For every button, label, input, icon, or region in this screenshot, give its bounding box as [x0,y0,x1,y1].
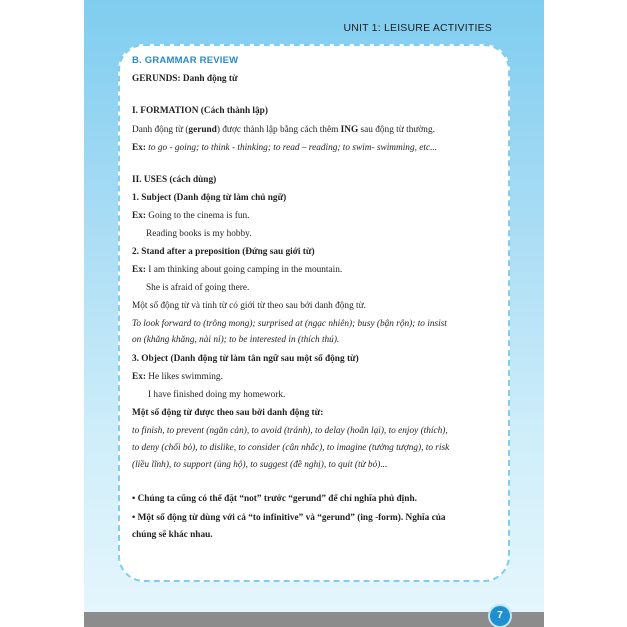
object-example-1 [132,370,504,384]
subject-example-1 [132,209,504,223]
object-example-1-text: He likes swimming. [145,372,223,382]
grammar-content [132,54,504,542]
note-negative: • Chúng ta cũng có thể đặt “not” trước “gerund” để chỉ nghĩa phủ định. [132,494,417,504]
note-infinitive-2: chúng sẽ khác nhau. [132,530,213,540]
preposition-example-1 [132,263,504,277]
formation-text-b: gerund [188,125,217,135]
verbs-heading: Một số động từ được theo sau bởi danh động từ: [132,408,324,418]
example-label: Ex: [132,143,146,153]
formation-text [132,123,504,137]
example-label: Ex: [132,265,146,275]
preposition-heading: 2. Stand after a preposition (Đứng sau giới từ) [132,247,315,257]
formation-text-c: ) được thành lập bằng cách thêm [216,125,341,135]
object-heading: 3. Object (Danh động từ làm tân ngữ sau một số động từ) [132,354,359,364]
example-label: Ex: [132,211,146,221]
subject-example-1-text: Going to the cinema is fun. [145,211,250,221]
verbs-list-2: to deny (chối bỏ), to dislike, to consider (cân nhắc), to imagine (tưởng tượng), to risk [132,443,450,453]
example-label: Ex: [132,372,146,382]
footer-bar [84,612,544,627]
page-number: 7 [490,606,510,626]
preposition-list-1: To look forward to (trông mong); surprised at (ngạc nhiên); busy (bận rộn); to insist [132,319,447,329]
verbs-list-1: to finish, to prevent (ngăn cản), to avoid (tránh), to delay (hoãn lại), to enjoy (thích), [132,426,448,436]
subject-example-2: Reading books is my hobby. [146,229,252,239]
note-infinitive-1: • Một số động từ dùng với cả “to infinitive” và “gerund” (ing -form). Nghĩa của [132,513,446,523]
section-title: B. GRAMMAR REVIEW [132,55,239,66]
object-example-2: I have finished doing my homework. [148,390,286,400]
formation-heading: I. FORMATION (Cách thành lập) [132,106,268,116]
verbs-list-3: (liều lĩnh), to support (ủng hộ), to suggest (đề nghị), to quit (từ bỏ)... [132,460,388,470]
formation-text-a: Danh động từ ( [132,125,189,135]
unit-header: UNIT 1: LEISURE ACTIVITIES [343,22,492,34]
preposition-note: Một số động từ và tính từ có giới từ theo sau bởi danh động từ. [132,301,366,311]
formation-text-d: ING [340,125,359,135]
subject-heading: 1. Subject (Danh động từ làm chủ ngữ) [132,193,287,203]
preposition-list-2: on (khăng khăng, nài nỉ); to be interested in (thích thú). [132,335,340,345]
preposition-example-1-text: I am thinking about going camping in the mountain. [145,265,343,275]
formation-text-e: sau động từ thường. [358,125,435,135]
formation-example-text: to go - going; to think - thinking; to read – reading; to swim- swimming, etc... [145,143,438,153]
preposition-example-2: She is afraid of going there. [146,283,250,293]
uses-heading: II. USES (cách dùng) [132,175,217,185]
section-subtitle: GERUNDS: Danh động từ [132,74,238,84]
formation-example [132,141,504,155]
